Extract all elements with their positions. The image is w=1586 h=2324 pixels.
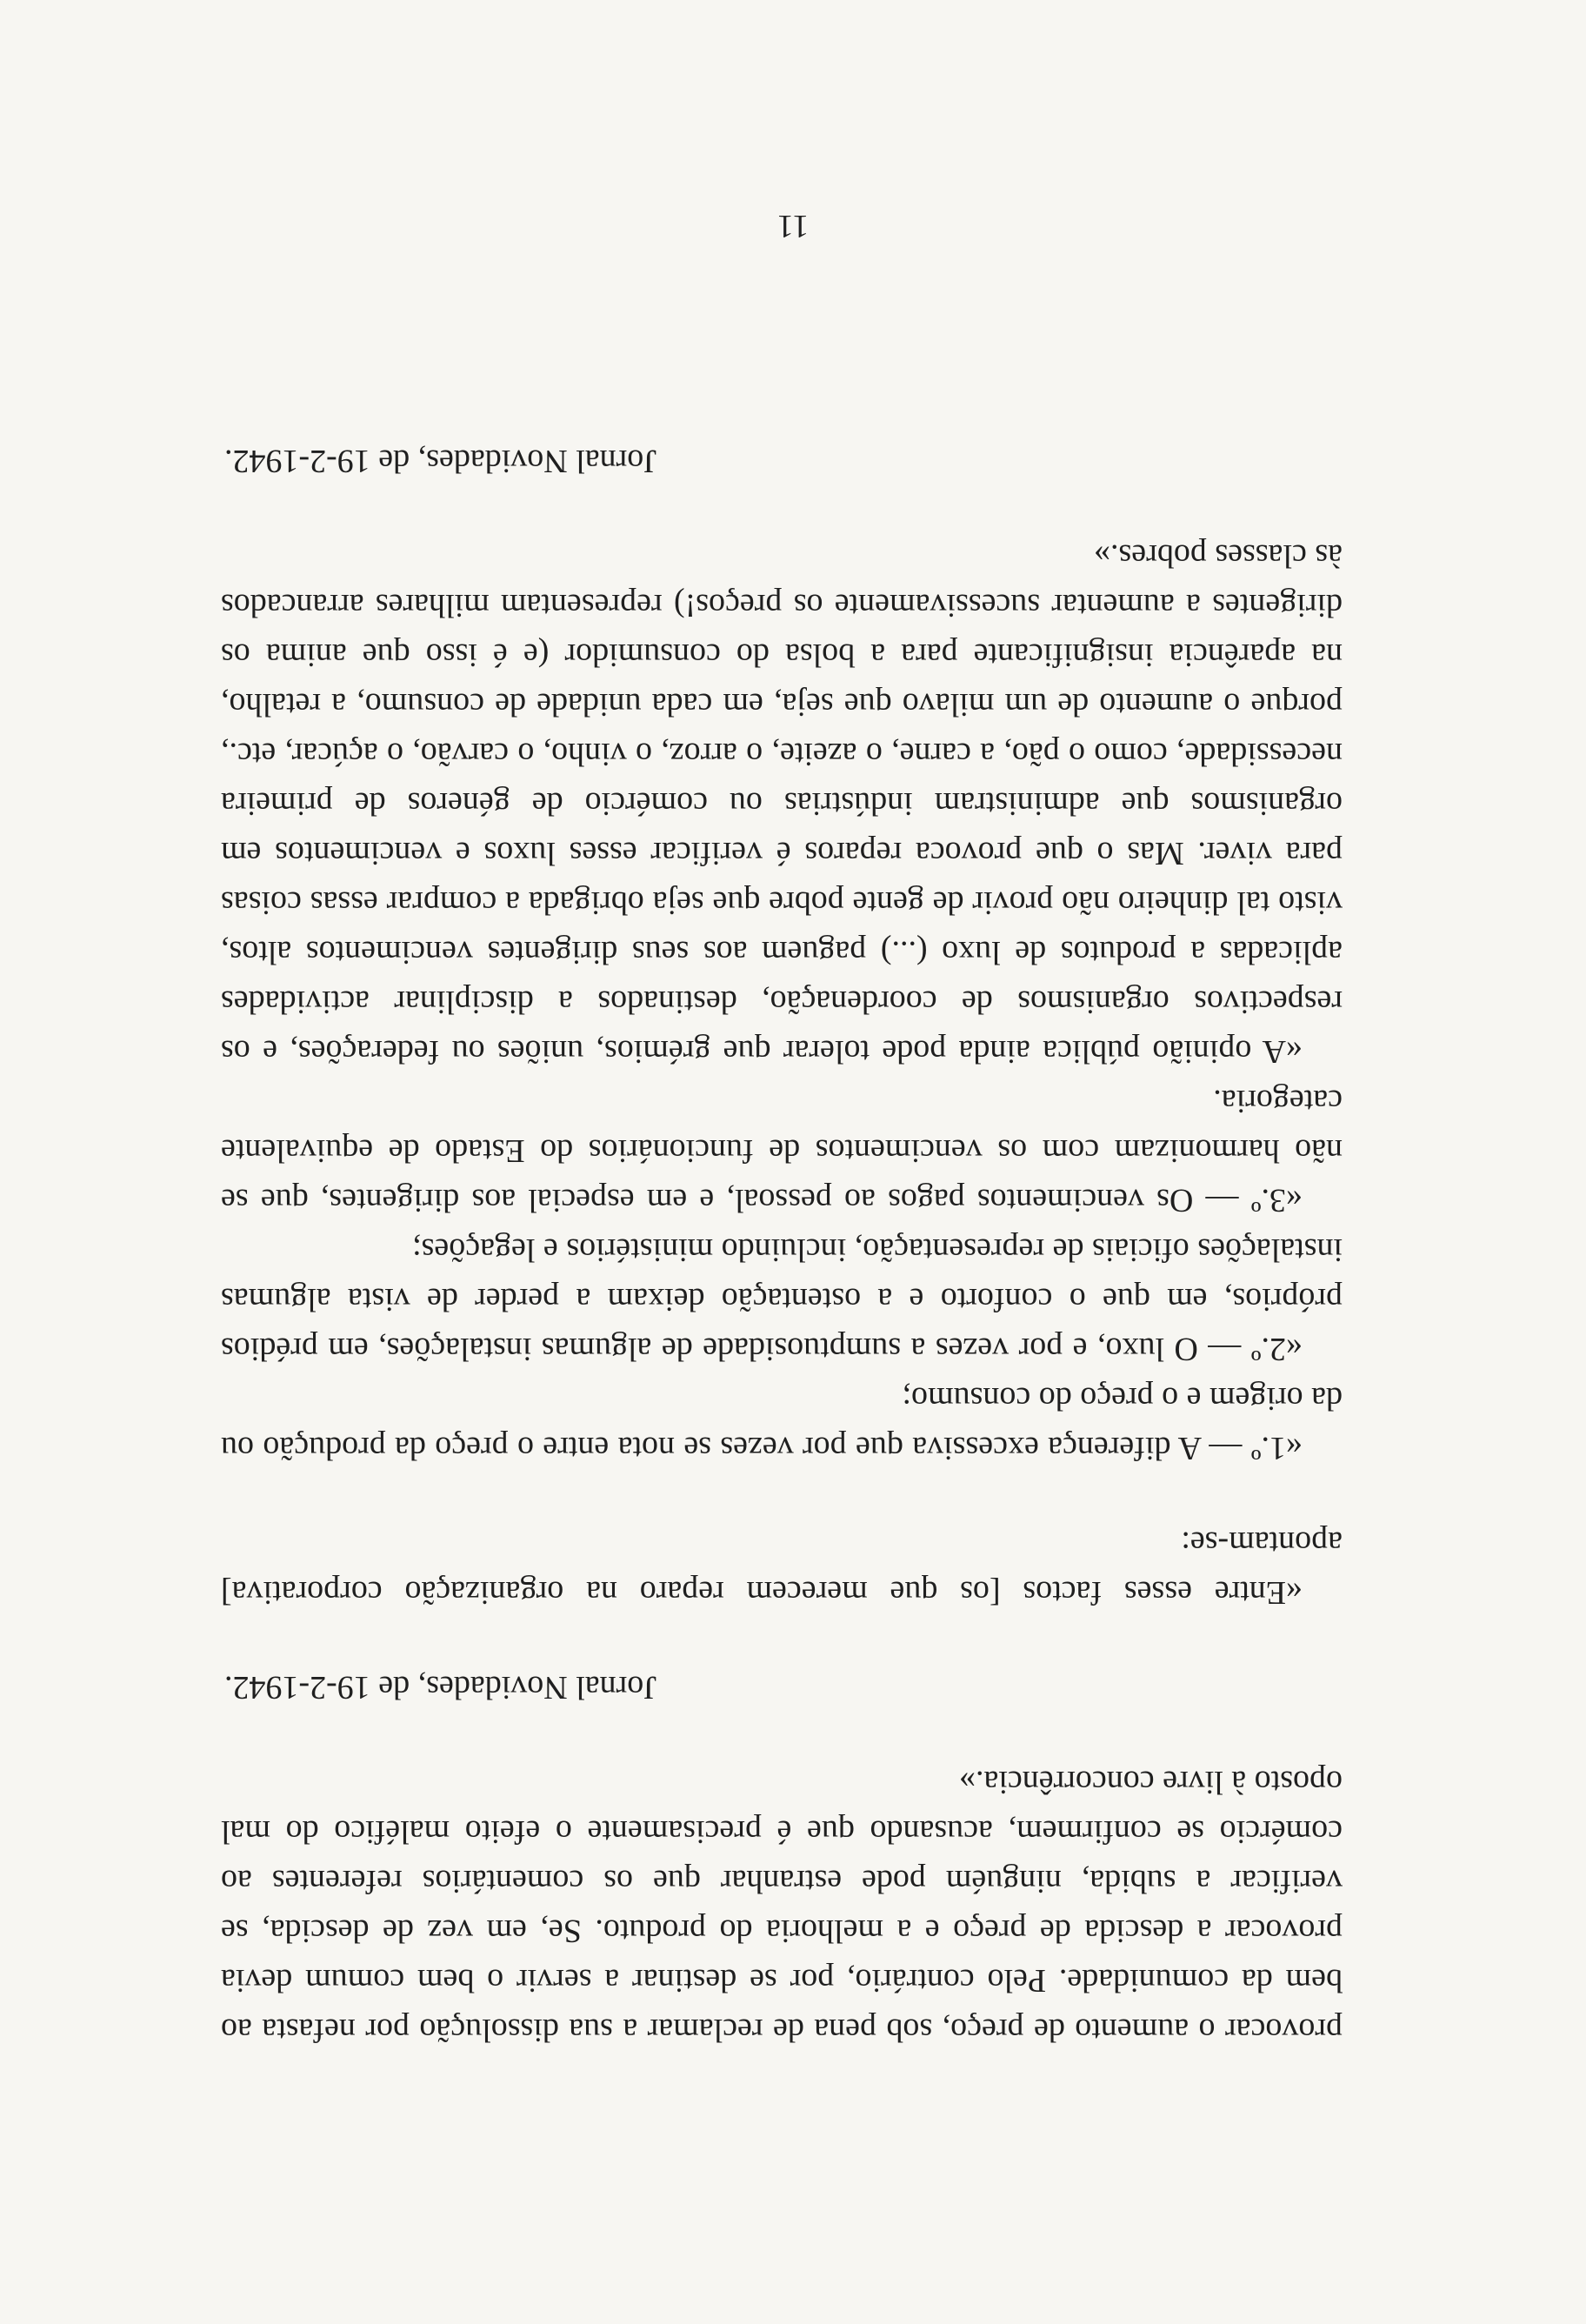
- paragraph-continuation: provocar o aumento de preço, sob pena de reclamar a sua dissolução por nefasta ao bem da comunidade. Pelo contrário, por se destinar a servir o bem comum devia provocar a descida de preço e a melhoria do produto. Se, em vez de descida, se verificar a subida, ninguém pode estranhar que os comentários referentes ao comércio se confirmem, acusando que é precisamente o efeito maléfico do mal oposto à livre concorrência.»: [221, 1764, 1343, 2048]
- source-citation: Jornal Novidades, de 19-2-1942.: [224, 443, 657, 479]
- text-column: [221, 436, 1343, 2054]
- list-item: «2.º — O luxo, e por vezes a sumptuosidade de algumas instalações, em prédios próprios, em que o conforto e a ostentação deixam a perder de vista algumas instalações oficiais de representação, incluindo ministérios e legações;: [221, 1232, 1343, 1367]
- list-item: «1.º — A diferença excessiva que por vezes se nota entre o preço da produção ou da origem e o preço do consumo;: [221, 1380, 1343, 1466]
- page-number: 11: [776, 208, 810, 244]
- paragraph-intro: «Entre esses factos [os que merecem reparo na organização corporativa] apontam-se:: [221, 1525, 1343, 1611]
- list-item: «A opinião pública ainda pode tolerar que grémios, uniões ou federações, e os respectivos organismos de coordenação, destinados a disciplinar actividades aplicadas a produtos de luxo (...) paguem aos seus dirigentes vencimentos altos, visto tal dinheiro não provir de gente pobre que seja obrigada a comprar essas coisas para viver. Mas o que provoca reparos é verificar esses luxos e vencimentos em organismos que administram indústrias ou comércio de géneros de primeira necessidade, como o pão, a carne, o azeite, o arroz, o vinho, o carvão, o açúcar, etc., porque o aumento de um milavo que seja, em cada unidade de consumo, a retalho, na aparência insignificante para a bolsa do consumidor (e é isso que anima os dirigentes a aumentar sucessivamente os preços!) representam milhares arrancados às classes pobres.»: [221, 538, 1343, 1070]
- source-citation: Jornal Novidades, de 19-2-1942.: [224, 1669, 657, 1706]
- list-item: «3.º — Os vencimentos pagos ao pessoal, e em especial aos dirigentes, que se não harmonizam com os vencimentos de funcionários do Estado de equivalente categoria.: [221, 1083, 1343, 1219]
